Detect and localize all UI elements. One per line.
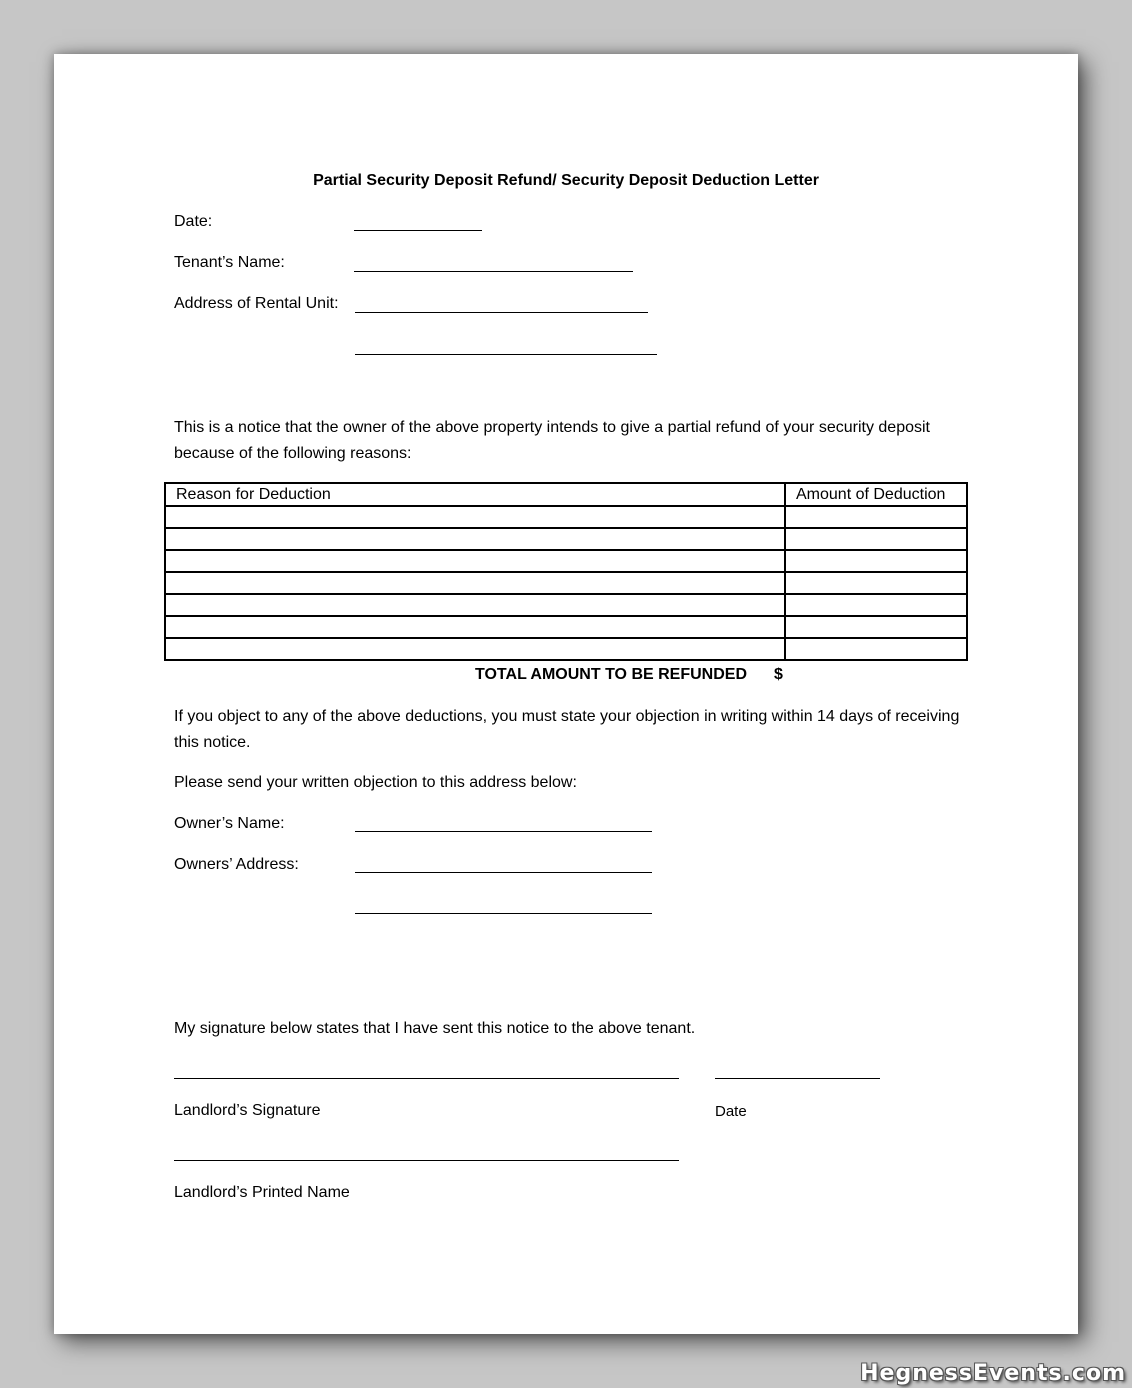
table-row bbox=[165, 616, 967, 638]
address-blank-line-2[interactable] bbox=[355, 354, 657, 355]
owner-address-label: Owners’ Address: bbox=[174, 856, 299, 873]
landlord-signature-label: Landlord’s Signature bbox=[174, 1102, 321, 1119]
landlord-printed-name-line[interactable] bbox=[174, 1160, 679, 1161]
reason-cell[interactable] bbox=[165, 528, 785, 550]
amount-cell[interactable] bbox=[785, 594, 967, 616]
table-row bbox=[165, 550, 967, 572]
address-label: Address of Rental Unit: bbox=[174, 295, 339, 312]
amount-cell[interactable] bbox=[785, 550, 967, 572]
reason-cell[interactable] bbox=[165, 506, 785, 528]
reason-cell[interactable] bbox=[165, 550, 785, 572]
signature-date-line[interactable] bbox=[715, 1078, 880, 1079]
table-row bbox=[165, 594, 967, 616]
reason-cell[interactable] bbox=[165, 638, 785, 660]
header-reason: Reason for Deduction bbox=[165, 483, 785, 506]
table-row bbox=[165, 572, 967, 594]
signature-date-label: Date bbox=[715, 1103, 747, 1120]
table-row bbox=[165, 638, 967, 660]
deduction-table bbox=[164, 482, 968, 661]
owner-name-blank-line[interactable] bbox=[355, 831, 652, 832]
watermark-logo: HegnessEvents.com bbox=[860, 1361, 1126, 1386]
table-row bbox=[165, 506, 967, 528]
send-objection-text: Please send your written objection to this address below: bbox=[174, 774, 577, 791]
amount-cell[interactable] bbox=[785, 528, 967, 550]
owner-address-blank-line-1[interactable] bbox=[355, 872, 652, 873]
signature-statement: My signature below states that I have sent this notice to the above tenant. bbox=[174, 1020, 696, 1037]
total-refund-label: TOTAL AMOUNT TO BE REFUNDED bbox=[475, 666, 747, 683]
owner-name-label: Owner’s Name: bbox=[174, 815, 285, 832]
reason-cell[interactable] bbox=[165, 616, 785, 638]
owner-address-blank-line-2[interactable] bbox=[355, 913, 652, 914]
amount-cell[interactable] bbox=[785, 506, 967, 528]
table-header-row bbox=[165, 483, 967, 506]
tenant-name-blank-line[interactable] bbox=[354, 271, 633, 272]
header-amount: Amount of Deduction bbox=[785, 483, 967, 506]
date-blank-line[interactable] bbox=[354, 230, 482, 231]
amount-cell[interactable] bbox=[785, 638, 967, 660]
landlord-printed-name-label: Landlord’s Printed Name bbox=[174, 1184, 350, 1201]
amount-cell[interactable] bbox=[785, 616, 967, 638]
tenant-name-label: Tenant’s Name: bbox=[174, 254, 285, 271]
objection-paragraph: If you object to any of the above deductions, you must state your objection in writing within 14 days of receiving this notice. bbox=[174, 708, 960, 751]
document-page bbox=[54, 54, 1078, 1334]
table-row bbox=[165, 528, 967, 550]
notice-paragraph: This is a notice that the owner of the above property intends to give a partial refund of your security deposit because of the following reasons: bbox=[174, 419, 930, 462]
amount-cell[interactable] bbox=[785, 572, 967, 594]
document-title: Partial Security Deposit Refund/ Security Deposit Deduction Letter bbox=[313, 172, 819, 189]
date-label: Date: bbox=[174, 213, 213, 230]
reason-cell[interactable] bbox=[165, 594, 785, 616]
address-blank-line-1[interactable] bbox=[355, 312, 648, 313]
landlord-signature-line[interactable] bbox=[174, 1078, 679, 1079]
total-refund-dollar-sign: $ bbox=[774, 666, 783, 683]
reason-cell[interactable] bbox=[165, 572, 785, 594]
